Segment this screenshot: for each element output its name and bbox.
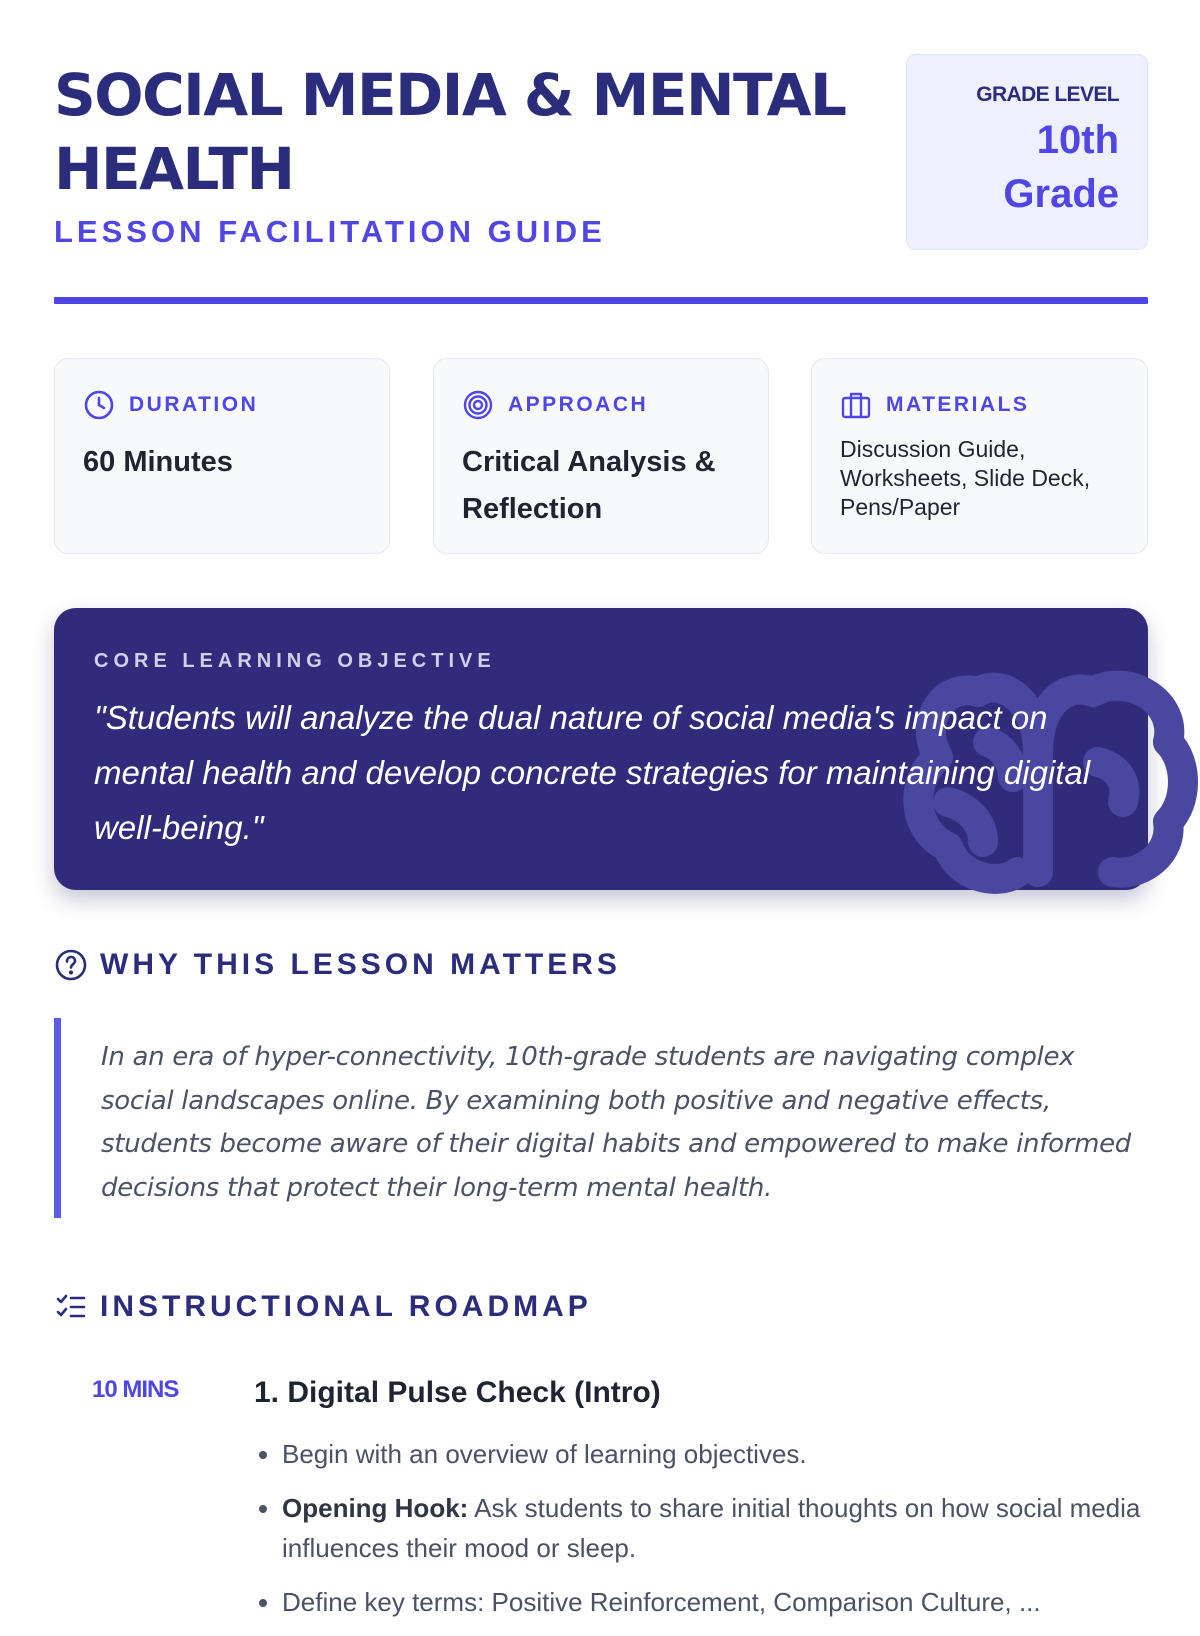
- clock-icon: [83, 389, 115, 421]
- why-quote-block: [54, 1018, 1148, 1218]
- why-section-heading: [54, 948, 621, 982]
- lesson-header: [54, 54, 1148, 304]
- roadmap-item-time: 10 MINS: [92, 1376, 179, 1403]
- page-subtitle: LESSON FACILITATION GUIDE: [54, 214, 606, 249]
- roadmap-item-title: 1. Digital Pulse Check (Intro): [254, 1376, 661, 1409]
- question-circle-icon: [54, 948, 88, 982]
- target-icon: [462, 389, 494, 421]
- why-text: In an era of hyper-connectivity, 10th-grade students are navigating complex social landscapes online. By examining both positive and negative effects, students become aware of their digital habits and empowered to make informed decisions that protect their long-term mental health.: [101, 1042, 1132, 1203]
- roadmap-item-bullets: [282, 1434, 1152, 1636]
- roadmap-section-heading: [54, 1290, 592, 1324]
- duration-card: [54, 358, 390, 554]
- materials-value: Discussion Guide, Worksheets, Slide Deck, Pens/Paper: [840, 436, 1091, 520]
- materials-label: MATERIALS: [886, 393, 1030, 416]
- bullet-item: • Define key terms: Positive Reinforcement, Comparison Culture, ...: [282, 1582, 1152, 1622]
- grade-level-badge: [906, 54, 1148, 250]
- grade-level-label: GRADE LEVEL: [976, 83, 1119, 106]
- objective-text: "Students will analyze the dual nature of social media's impact on mental health and develop concrete strategies for maintaining digital well-being.": [94, 699, 1091, 846]
- page-title: SOCIAL MEDIA & MENTAL HEALTH: [54, 61, 846, 203]
- header-divider: [54, 297, 1148, 304]
- duration-label: DURATION: [129, 393, 259, 416]
- grade-level-value: 10th Grade: [1003, 118, 1119, 216]
- bullet-item: • Begin with an overview of learning objectives.: [282, 1434, 1152, 1474]
- objective-label: CORE LEARNING OBJECTIVE: [94, 650, 496, 672]
- checklist-icon: [54, 1290, 88, 1324]
- why-heading-text: WHY THIS LESSON MATTERS: [100, 948, 621, 981]
- bullet-item: • Opening Hook: Ask students to share initial thoughts on how social media influences their mood or sleep.: [282, 1488, 1152, 1568]
- approach-label: APPROACH: [508, 393, 649, 416]
- briefcase-icon: [840, 389, 872, 421]
- approach-value: Critical Analysis & Reflection: [462, 446, 716, 525]
- approach-card: [433, 358, 769, 554]
- materials-card: [811, 358, 1148, 554]
- duration-value: 60 Minutes: [83, 446, 233, 478]
- roadmap-heading-text: INSTRUCTIONAL ROADMAP: [100, 1290, 592, 1323]
- core-objective-panel: [54, 608, 1148, 890]
